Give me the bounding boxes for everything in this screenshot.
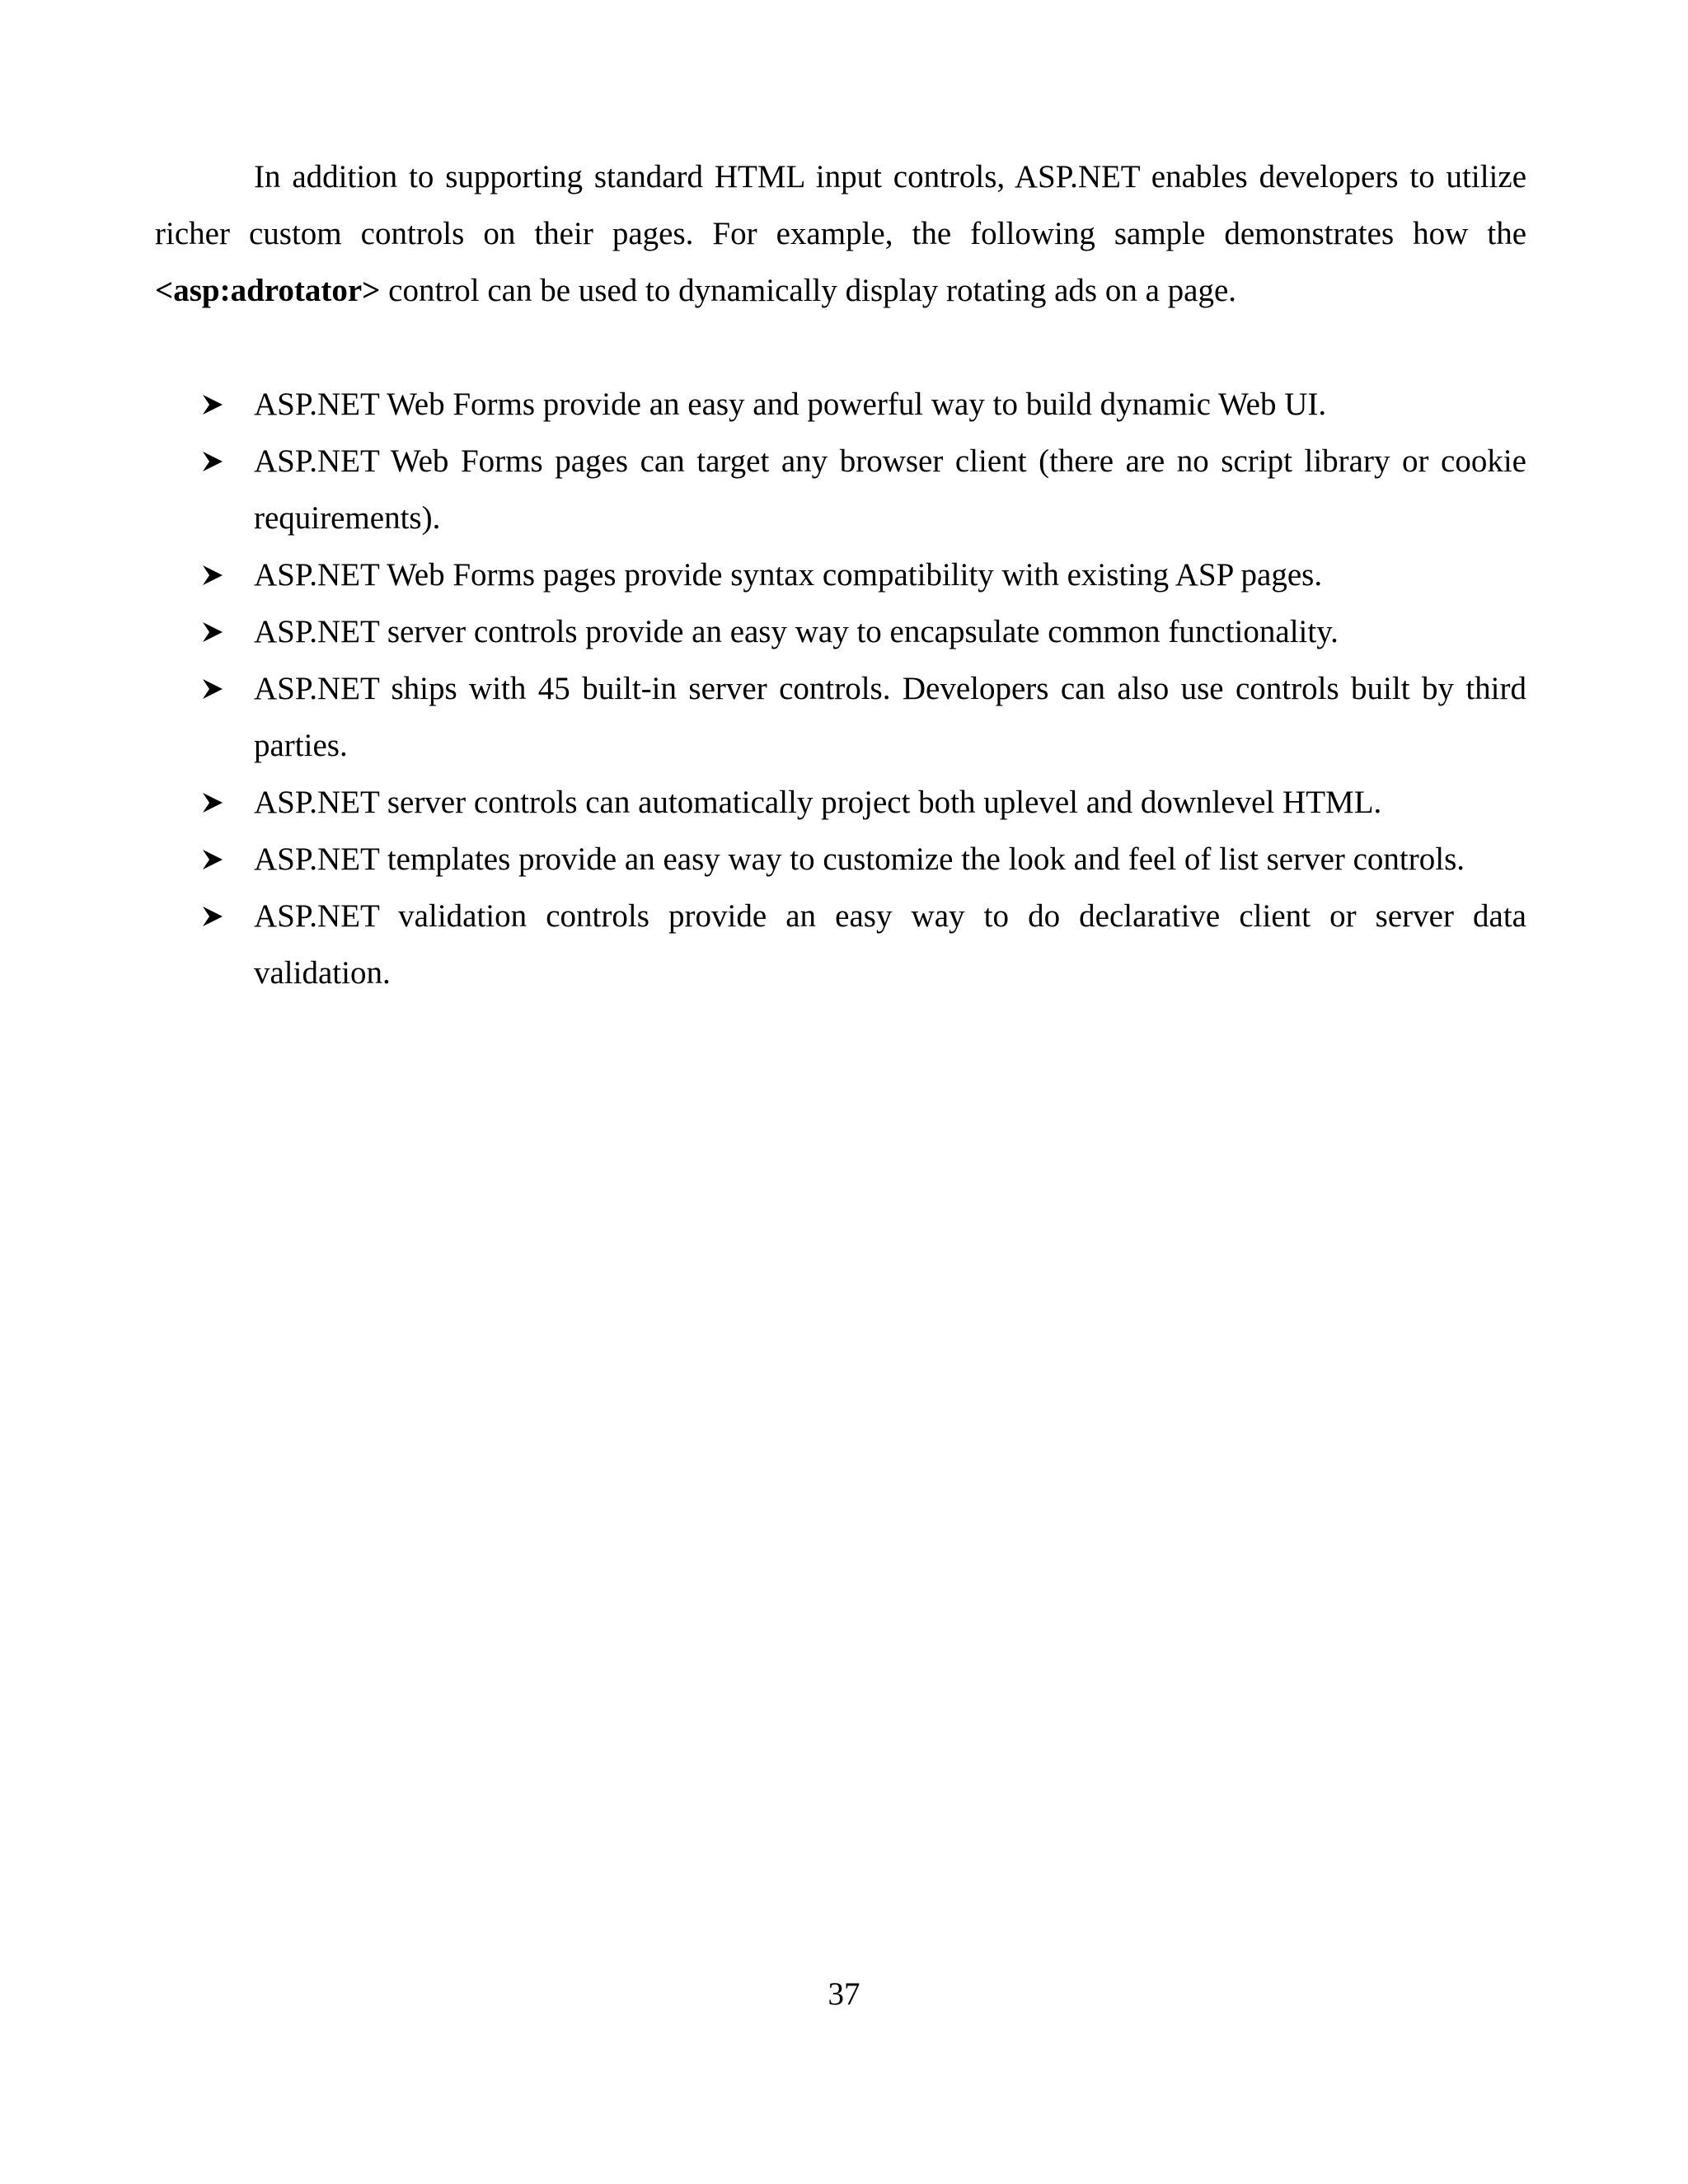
list-item [254, 831, 1526, 888]
arrowhead-bullet-icon [202, 433, 223, 490]
adrotator-code-term: <asp:adrotator> [155, 273, 381, 308]
page-number: 37 [828, 1976, 860, 2012]
arrowhead-bullet-icon [202, 774, 223, 831]
arrowhead-bullet-icon [202, 831, 223, 888]
bullet-text: ASP.NET ships with 45 built-in server controls. Developers can also use controls built by third parties. [254, 671, 1526, 763]
list-item [254, 774, 1526, 831]
bullet-text: ASP.NET Web Forms pages provide syntax compatibility with existing ASP pages. [254, 557, 1323, 593]
arrowhead-bullet-icon [202, 546, 223, 603]
intro-text-before: In addition to supporting standard HTML input controls, ASP.NET enables developers to utilize richer custom controls on their pages. For example, the following sample demonstrates how the [155, 159, 1526, 251]
list-item [254, 660, 1526, 774]
list-item [254, 376, 1526, 433]
arrowhead-bullet-icon [202, 888, 223, 944]
list-item [254, 888, 1526, 1001]
feature-bullet-list [155, 376, 1526, 1001]
list-item [254, 603, 1526, 660]
intro-text-after: control can be used to dynamically display rotating ads on a page. [380, 273, 1237, 308]
list-item [254, 546, 1526, 603]
bullet-text: ASP.NET Web Forms provide an easy and powerful way to build dynamic Web UI. [254, 387, 1327, 422]
arrowhead-bullet-icon [202, 603, 223, 660]
list-item [254, 433, 1526, 546]
bullet-text: ASP.NET validation controls provide an easy way to do declarative client or server data validation. [254, 898, 1526, 991]
bullet-text: ASP.NET templates provide an easy way to customize the look and feel of list server controls. [254, 841, 1465, 877]
bullet-text: ASP.NET server controls provide an easy way to encapsulate common functionality. [254, 614, 1339, 649]
arrowhead-bullet-icon [202, 660, 223, 717]
arrowhead-bullet-icon [202, 376, 223, 433]
bullet-text: ASP.NET server controls can automatically project both uplevel and downlevel HTML. [254, 785, 1382, 820]
page-body [155, 148, 1526, 1001]
bullet-text: ASP.NET Web Forms pages can target any browser client (there are no script library or cookie requirements). [254, 443, 1526, 536]
intro-paragraph [155, 148, 1526, 319]
